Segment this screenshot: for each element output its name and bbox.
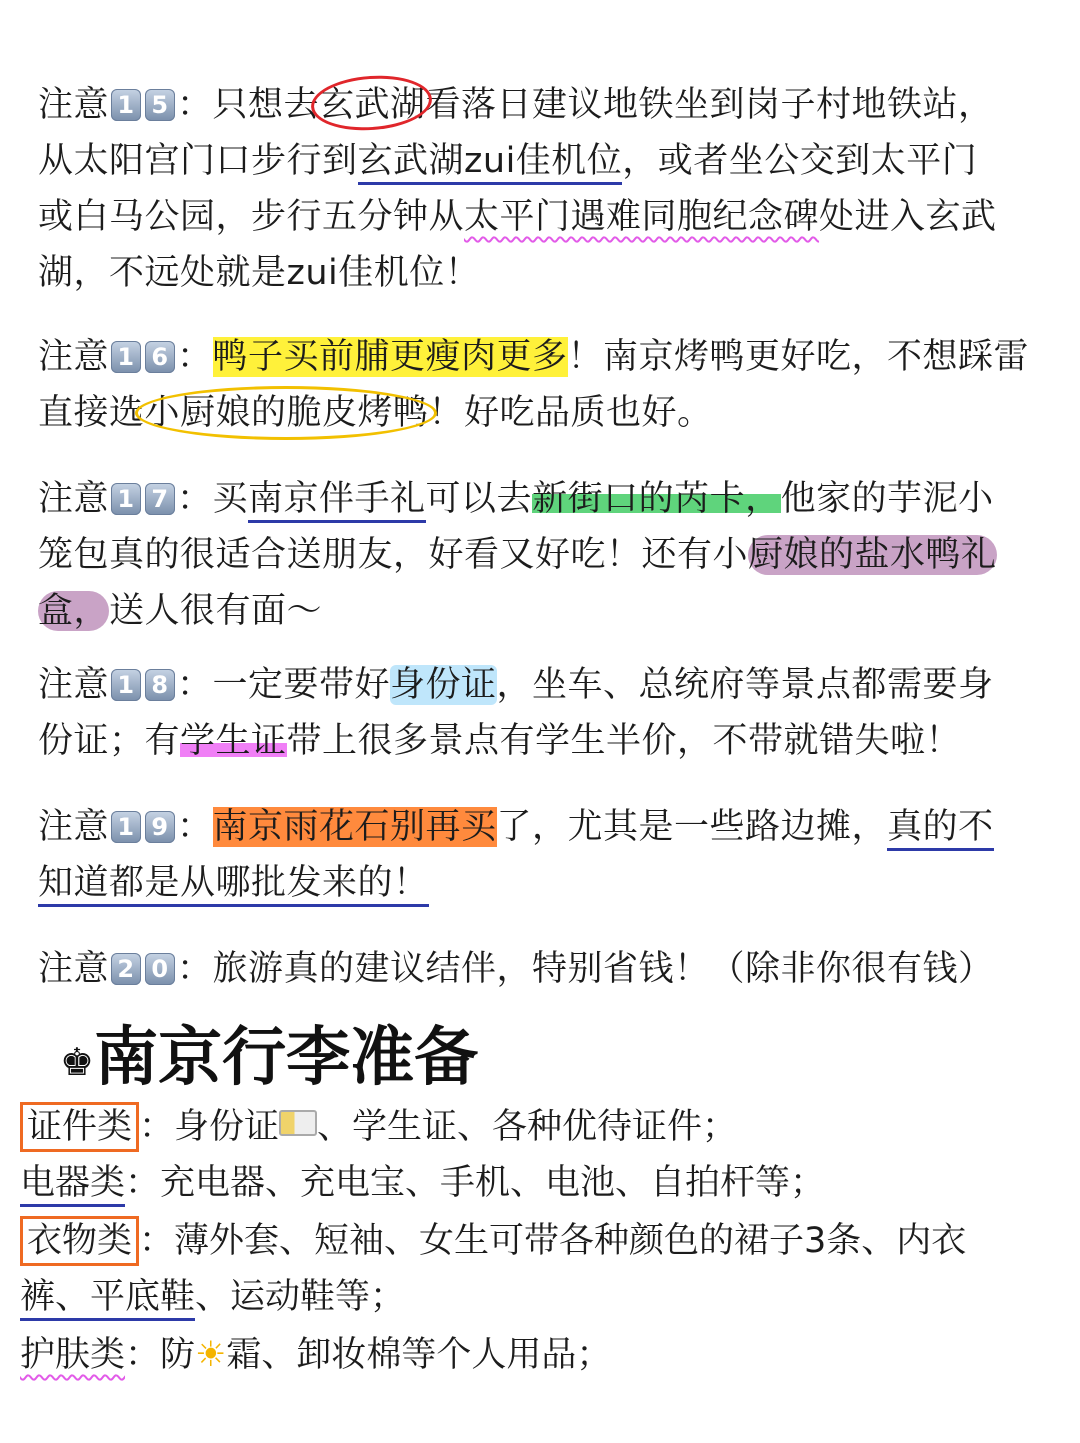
note-18-line1 [38,662,994,708]
text: ： [177,807,213,847]
packing-heading [60,1018,478,1102]
packing-item-clothing-cont [20,1274,405,1320]
highlighted-text: 新街口的芮卡， [532,479,781,519]
text: 笼包真的很适合送朋友，好看又好吃！还有小 [38,535,749,575]
note-20-line1 [38,946,994,992]
note-17-line3 [38,588,322,634]
digit-keycap-icon: 1 [111,89,141,121]
text: ，或者坐公交到太平门 [622,141,978,181]
underlined-text: 知道都是从哪批发来的！ [38,863,429,907]
note-prefix: 注意 [38,85,110,125]
note-19-line1 [38,804,994,850]
text: ：防 [125,1335,196,1375]
note-prefix: 注意 [38,665,110,705]
text: 处进入玄武 [819,197,997,237]
id-card-icon [279,1110,317,1136]
text: ：一定要带好 [177,665,391,705]
text: 他家的芋泥小 [780,479,994,519]
underlined-text: 玄武湖zui佳机位 [358,141,623,185]
text: ：身份证 [139,1107,280,1147]
digit-keycap-icon: 6 [145,341,175,373]
note-prefix: 注意 [38,479,110,519]
note-15-line1 [38,82,994,128]
text: ！好吃品质也好。 [428,393,713,433]
note-18-line2 [38,718,961,764]
note-17-line1 [38,476,994,522]
text: 、运动鞋等； [195,1277,406,1317]
category-label: 电器类 [20,1163,125,1207]
note-prefix: 注意 [38,949,110,989]
digit-keycap-icon: 2 [111,953,141,985]
circled-text: 小厨娘的脆皮烤鸭 [145,390,429,436]
underlined-text: 裤、平底鞋 [20,1277,195,1321]
text: 或白马公园，步行五分钟从 [38,197,465,237]
note-15-line3 [38,194,997,240]
underlined-text: 南京伴手礼 [248,479,426,523]
text: ：旅游真的建议结伴，特别省钱！（除非你很有钱） [177,949,994,989]
circled-text: 玄武湖 [319,82,426,128]
text: 份证；有 [38,721,181,761]
note-prefix: 注意 [38,337,110,377]
note-17-line2 [38,532,997,578]
packing-item-electronics [20,1160,825,1206]
category-label: 衣物类 [20,1216,139,1266]
highlighted-text: 南京雨花石别再买 [212,807,497,847]
digit-keycap-icon: 5 [145,89,175,121]
crown-icon: ♚ [60,1040,95,1084]
packing-title: 南京行李准备 [94,1021,479,1095]
wavy-underlined-text: 太平门遇难同胞纪念碑 [464,197,820,237]
text: ：充电器、充电宝、手机、电池、自拍杆等； [125,1163,826,1203]
highlighted-text: 厨娘的盐水鸭礼 [748,535,997,575]
digit-keycap-icon: 1 [111,341,141,373]
text: ：只想去 [177,85,320,125]
text: 从太阳宫门口步行到 [38,141,358,181]
text: 了，尤其是一些路边摊， [496,807,888,847]
text: 直接选 [38,393,145,433]
note-19-line2 [38,860,429,906]
text: 霜、卸妆棉等个人用品； [226,1335,612,1375]
text: 看落日建议地铁坐到岗子村地铁站， [425,85,994,125]
digit-keycap-icon: 1 [111,669,141,701]
packing-item-documents [20,1104,737,1150]
text: ！南京烤鸭更好吃，不想踩雷 [567,337,1030,377]
text: ，坐车、总统府等景点都需要身 [496,665,994,705]
sun-icon: ☀ [195,1335,227,1375]
category-label: 护肤类 [20,1335,126,1375]
digit-keycap-icon: 1 [111,811,141,843]
packing-item-skincare [20,1332,611,1378]
note-prefix: 注意 [38,807,110,847]
text: 送人很有面～ [109,591,323,631]
highlighted-text: 盒， [38,591,110,631]
note-16-line2 [38,390,713,436]
text: ：薄外套、短袖、女生可带各种颜色的裙子3条、内衣 [139,1221,967,1261]
digit-keycap-icon: 1 [111,483,141,515]
digit-keycap-icon: 8 [145,669,175,701]
text: ： [177,337,213,377]
text: 可以去 [425,479,533,519]
underlined-text: 真的不 [887,807,994,851]
highlighted-text: 身份证 [390,665,497,705]
text: 、学生证、各种优待证件； [317,1107,738,1147]
highlighted-text: 鸭子买前脯更瘦肉更多 [212,337,568,377]
note-15-line2 [38,138,977,184]
text: ：买 [177,479,249,519]
digit-keycap-icon: 9 [145,811,175,843]
digit-keycap-icon: 7 [145,483,175,515]
highlighted-text: 学生证 [180,721,287,761]
note-16-line1 [38,334,1029,380]
note-15-line4: 湖，不远处就是zui佳机位！ [38,253,481,293]
category-label: 证件类 [20,1102,139,1152]
packing-item-clothing [20,1218,966,1264]
digit-keycap-icon: 0 [145,953,175,985]
text: 带上很多景点有学生半价，不带就错失啦！ [286,721,962,761]
